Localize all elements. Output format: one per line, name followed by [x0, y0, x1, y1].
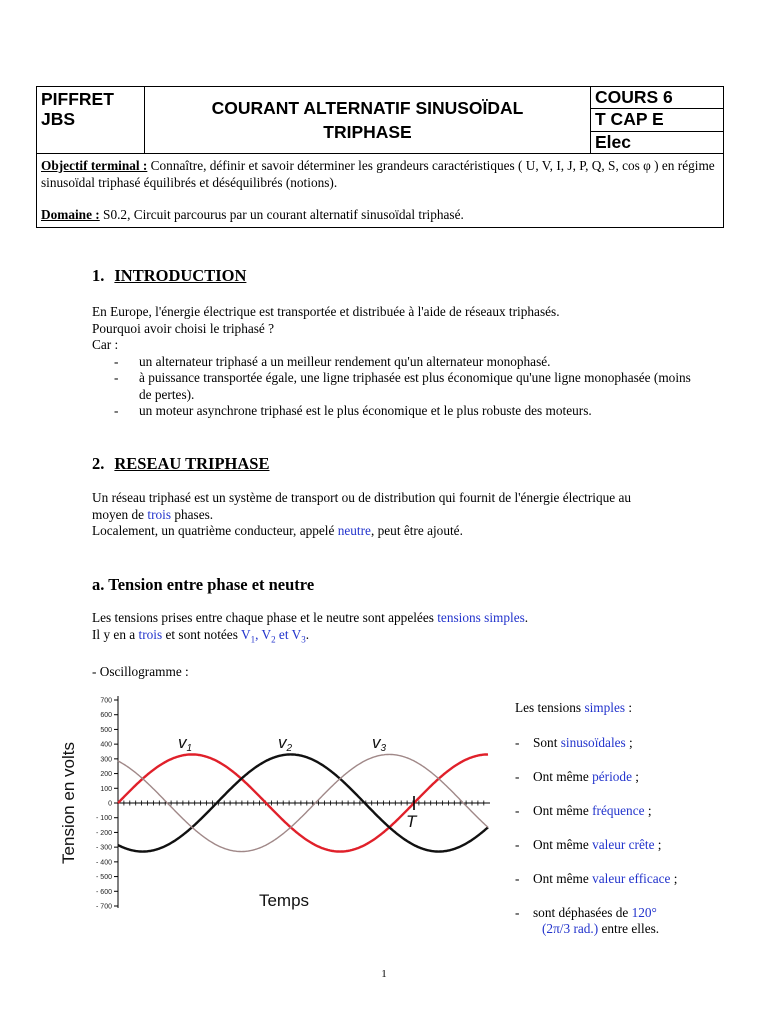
doc-title-line2: TRIPHASE [323, 122, 412, 142]
class-label: T CAP E [591, 108, 723, 130]
course-info-cell [591, 87, 723, 153]
network-paragraph: Un réseau triphasé est un système de transport ou de distribution qui fournit de l'énergie électrique au moyen de trois phases. [92, 490, 632, 522]
list-item: - Sont sinusoïdales ; [515, 734, 633, 750]
list-item: - Ont même valeur crête ; [515, 836, 662, 852]
list-item: - à puissance transportée égale, une ligne triphasée est plus économique qu'une ligne monophasée (moins de pertes). [114, 370, 691, 402]
header-table [36, 86, 724, 228]
author-line2: JBS [41, 109, 76, 129]
y-tick-label: 100 [100, 785, 112, 793]
y-tick-label: 0 [108, 800, 112, 808]
y-tick-label: - 300 [96, 844, 112, 852]
intro-paragraph-2: Pourquoi avoir choisi le triphasé ? [92, 320, 275, 336]
y-tick-label: - 400 [96, 859, 112, 867]
objectif-text: Connaître, définir et savoir déterminer les grandeurs caractéristiques ( U, V, I, J, P, Q, S, cos φ ) en régime sinusoïdal triphasé équilibrés et déséquilibrés (notions). [41, 158, 715, 190]
simple-voltage-line: Les tensions prises entre chaque phase et le neutre sont appelées tensions simples. [92, 610, 529, 625]
objectif-label: Objectif terminal : [41, 158, 148, 173]
period-label: T [406, 812, 417, 831]
y-tick-label: 400 [100, 741, 112, 749]
section1-body [92, 304, 702, 420]
section2-title: RESEAU TRIPHASE [114, 454, 270, 473]
subsection-a-heading: a. Tension entre phase et neutre [92, 575, 315, 594]
page-number: 1 [381, 968, 387, 980]
y-axis-label: Tension en volts [59, 742, 78, 864]
list-item: - Ont même période ; [515, 768, 639, 784]
oscillogram-label: - Oscillogramme : [92, 663, 189, 679]
y-tick-label: - 700 [96, 903, 112, 911]
intro-paragraph-1: En Europe, l'énergie électrique est transportée et distribuée à l'aide de réseaux triphasés. [92, 304, 560, 319]
y-tick-label: 700 [100, 697, 112, 705]
phase-shift-detail: (2π/3 rad.) entre elles. [542, 921, 660, 936]
domaine-label: Domaine : [41, 207, 100, 222]
properties-list [515, 700, 745, 938]
list-item: - sont déphasées de 120° [515, 904, 657, 920]
section2-body [92, 490, 652, 540]
objectives-cell [37, 154, 723, 227]
subsection-a-body [92, 610, 702, 680]
list-item: - un moteur asynchrone triphasé est le plus économique et le plus robuste des moteurs. [114, 403, 592, 418]
y-tick-label: - 100 [96, 815, 112, 823]
section2-number: 2. [92, 454, 105, 473]
doc-title-line1: COURANT ALTERNATIF SINUSOÏDAL [211, 98, 524, 118]
section1-number: 1. [92, 266, 105, 285]
series-v2-label: v2 [278, 733, 293, 754]
list-item: - Ont même valeur efficace ; [515, 870, 678, 886]
x-axis-label: Temps [258, 891, 310, 910]
y-tick-label: - 500 [96, 874, 112, 882]
author-cell [37, 87, 145, 153]
title-cell [145, 87, 591, 153]
course-number: COURS 6 [595, 87, 673, 108]
y-tick-label: - 600 [96, 888, 112, 896]
properties-intro: Les tensions simples : [515, 700, 633, 715]
domaine-text: S0.2, Circuit parcourus par un courant alternatif sinusoïdal triphasé. [99, 207, 464, 222]
section1-title: INTRODUCTION [114, 266, 247, 285]
author-line1: PIFFRET [41, 89, 114, 109]
oscillogram-chart [52, 690, 502, 920]
y-tick-label: 200 [100, 771, 112, 779]
y-tick-label: 600 [100, 712, 112, 720]
list-item: - un alternateur triphasé a un meilleur rendement qu'un alternateur monophasé. [114, 353, 551, 369]
y-tick-label: 500 [100, 726, 112, 734]
series-v3-label: v3 [372, 733, 387, 754]
intro-paragraph-3: Car : [92, 337, 119, 352]
list-item: - Ont même fréquence ; [515, 802, 652, 818]
y-tick-label: - 200 [96, 829, 112, 837]
series-v1-label: v1 [178, 733, 193, 754]
neutral-paragraph: Localement, un quatrième conducteur, appelé neutre, peut être ajouté. [92, 523, 463, 538]
y-tick-label: 300 [100, 756, 112, 764]
section1-heading [92, 266, 246, 286]
section2-heading [92, 454, 270, 474]
notation-line: Il y en a trois et sont notées $V_1$, $V_2$ et $V_3$. [92, 626, 310, 645]
section-label: Elec [591, 131, 723, 153]
